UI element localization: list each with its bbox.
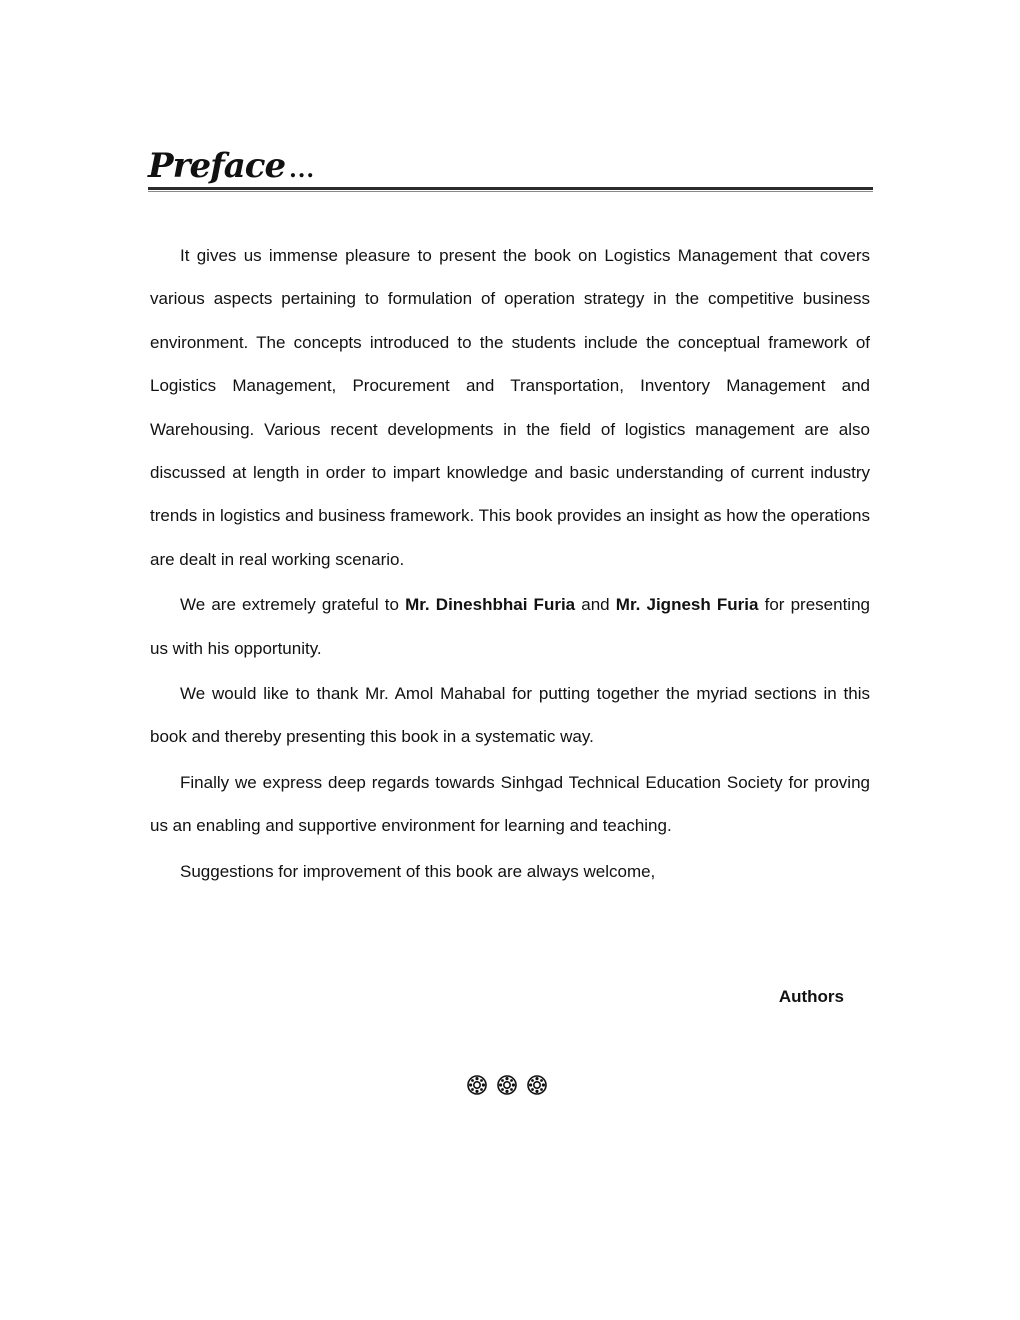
end-ornaments [466,1072,556,1098]
paragraph-suggestions: Suggestions for improvement of this book are always welcome, [180,861,656,881]
acknowledged-name-2: Mr. Jignesh Furia [615,595,759,615]
paragraph-thanks: We would like to thank Mr. Amol Mahabal for putting together the myriad sections in this book and thereby presenting this book in a systematic way. [150,684,870,747]
paragraph-acknowledgement [150,583,870,670]
paragraph-acknowledgement-between: and [575,595,616,615]
flower-ornament-icon [496,1074,518,1096]
paragraph-acknowledgement-before: We are extremely grateful to [180,595,406,615]
page-title-text: Preface [148,146,286,186]
flower-ornament-icon [466,1074,488,1096]
paragraph-acknowledgement-after: for presenting us with his opportunity. [150,595,870,658]
acknowledged-name-1: Mr. Dineshbhai Furia [405,595,576,615]
page-title-ellipsis: ... [289,157,316,183]
paragraph-regards: Finally we express deep regards towards Sinhgad Technical Education Society for proving us an enabling and supportive environment for learning and teaching. [150,772,870,836]
preface-heading-block [148,146,873,192]
heading-underline [148,187,873,192]
signature-authors: Authors [778,987,844,1006]
preface-body [150,234,870,893]
paragraph-intro: It gives us immense pleasure to present the book on Logistics Management that covers various aspects pertaining to formulation of operation strategy in the competitive business environment. The concepts introduced to the students include the conceptual framework of Logistics Management, Procurement and Transportation, Inventory Management and Warehousing. Various recent developments in the field of logistics management are also discussed at length in order to impart knowledge and basic understanding of current industry trends in logistics and business framework. This book provides an insight as how the operations are dealt in real working scenario. [150,246,870,569]
page-title [148,146,873,186]
flower-ornament-icon [526,1074,548,1096]
